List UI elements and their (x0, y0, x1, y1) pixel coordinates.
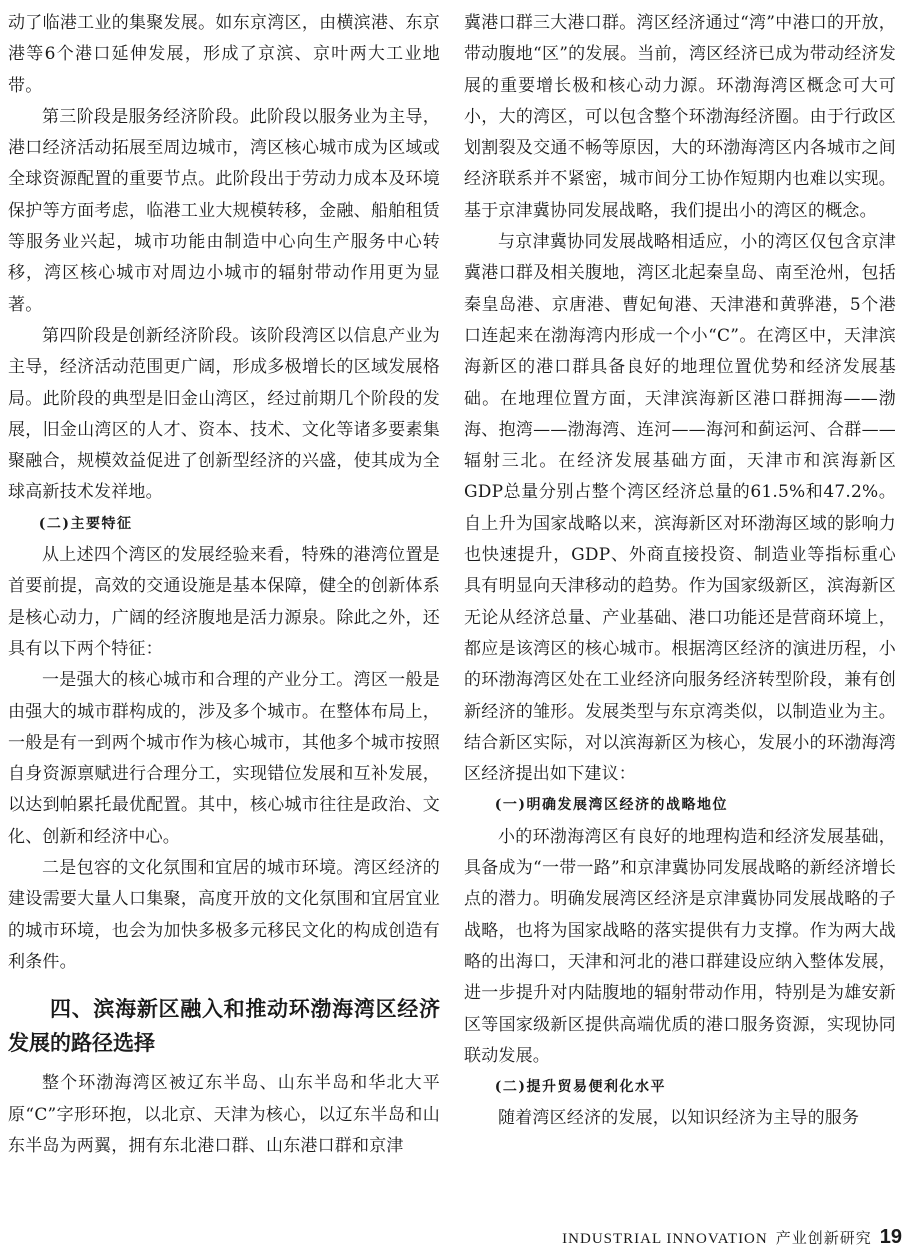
journal-name-chinese: 产业创新研究 (775, 1229, 872, 1247)
paragraph: 整个环渤海湾区被辽东半岛、山东半岛和华北大平原“C”字形环抱，以北京、天津为核心，以辽东半岛和山东半岛为两翼，拥有东北港口群、山东港口群和京津 (8, 1073, 440, 1156)
section-heading: 四、滨海新区融入和推动环渤海湾区经济发展的路径选择 (8, 997, 440, 1056)
journal-name-english: INDUSTRIAL INNOVATION (562, 1231, 768, 1247)
paragraph: 第四阶段是创新经济阶段。该阶段湾区以信息产业为主导，经济活动范围更广阔，形成多极增长的区域发展格局。此阶段的典型是旧金山湾区，经过前期几个阶段的发展，旧金山湾区的人才、资本、技术、文化等诸多要素集聚融合，规模效益促进了创新型经济的兴盛，使其成为全球高新技术发祥地。 (8, 325, 440, 503)
paragraph: 随着湾区经济的发展，以知识经济为主导的服务 (498, 1108, 860, 1129)
paragraph: 二是包容的文化氛围和宜居的城市环境。湾区经济的建设需要大量人口集聚，高度开放的文化氛围和宜居宜业的城市环境，也会为加快多极多元移民文化的构成创造有利条件。 (8, 858, 440, 972)
right-column (464, 8, 896, 1135)
page-number: 19 (879, 1226, 902, 1248)
paragraph: 动了临港工业的集聚发展。如东京湾区，由横滨港、东京港等6个港口延伸发展，形成了京滨、京叶两大工业地带。 (8, 13, 440, 96)
subsection-heading: (二)主要特征 (38, 515, 133, 532)
paragraph: 冀港口群三大港口群。湾区经济通过“湾”中港口的开放，带动腹地“区”的发展。当前，湾区经济已成为带动经济发展的重要增长极和核心动力源。环渤海湾区概念可大可小，大的湾区，可以包含整个环渤海经济圈。由于行政区划割裂及交通不畅等原因，大的环渤海湾区内各城市之间经济联系并不紧密，城市间分工协作短期内也难以实现。基于京津冀协同发展战略，我们提出小的湾区的概念。 (464, 13, 896, 221)
subsection-heading: (一)明确发展湾区经济的战略地位 (494, 797, 729, 814)
paragraph: 从上述四个湾区的发展经验来看，特殊的港湾位置是首要前提，高效的交通设施是基本保障，健全的创新体系是核心动力，广阔的经济腹地是活力源泉。除此之外，还具有以下两个特征： (8, 545, 440, 659)
left-column (8, 8, 440, 1162)
subsection-heading: (二)提升贸易便利化水平 (494, 1079, 667, 1096)
paragraph: 一是强大的核心城市和合理的产业分工。湾区一般是由强大的城市群构成的，涉及多个城市。在整体布局上，一般是有一到两个城市作为核心城市，其他多个城市按照自身资源禀赋进行合理分工，实现错位发展和互补发展，以达到帕累托最优配置。其中，核心城市往往是政治、文化、创新和经济中心。 (8, 670, 440, 847)
paragraph: 小的环渤海湾区有良好的地理构造和经济发展基础，具备成为“一带一路”和京津冀协同发展战略的新经济增长点的潜力。明确发展湾区经济是京津冀协同发展战略的子战略，也将为国家战略的落实提供有力支撑。作为两大战略的出海口，天津和河北的港口群建设应纳入整体发展，进一步提升对内陆腹地的辐射带动作用，特别是为雄安新区等国家级新区提供高端优质的港口服务资源，实现协同联动发展。 (464, 826, 896, 1066)
paragraph: 第三阶段是服务经济阶段。此阶段以服务业为主导，港口经济活动拓展至周边城市，湾区核心城市成为区域或全球资源配置的重要节点。此阶段出于劳动力成本及环境保护等方面考虑，临港工业大规模转移，金融、船舶租赁等服务业兴起，城市功能由制造中心向生产服务中心转移，湾区核心城市对周边小城市的辐射带动作用更为显著。 (8, 106, 440, 315)
paragraph: 与京津冀协同发展战略相适应，小的湾区仅包含京津冀港口群及相关腹地，湾区北起秦皇岛、南至沧州，包括秦皇岛港、京唐港、曹妃甸港、天津港和黄骅港，5个港口连起来在渤海湾内形成一个小“C”。在湾区中，天津滨海新区的港口群具备良好的地理位置优势和经济发展基础。在地理位置方面，天津滨海新区港口群拥海——渤海、抱湾——渤海湾、连河——海河和蓟运河、合群——辐射三北。在经济发展基础方面，天津市和滨海新区GDP总量分别占整个湾区经济总量的61.5%和47.2%。自上升为国家战略以来，滨海新区对环渤海区域的影响力也快速提升，GDP、外商直接投资、制造业等指标重心具有明显向天津移动的趋势。作为国家级新区，滨海新区无论从经济总量、产业基础、港口功能还是营商环境上，都应是该湾区的核心城市。根据湾区经济的演进历程，小的环渤海湾区处在工业经济向服务经济转型阶段，兼有创新经济的雏形。发展类型与东京湾类似，以制造业为主。结合新区实际，对以滨海新区为核心，发展小的环渤海湾区经济提出如下建议： (464, 232, 896, 785)
page-footer (530, 1226, 902, 1250)
